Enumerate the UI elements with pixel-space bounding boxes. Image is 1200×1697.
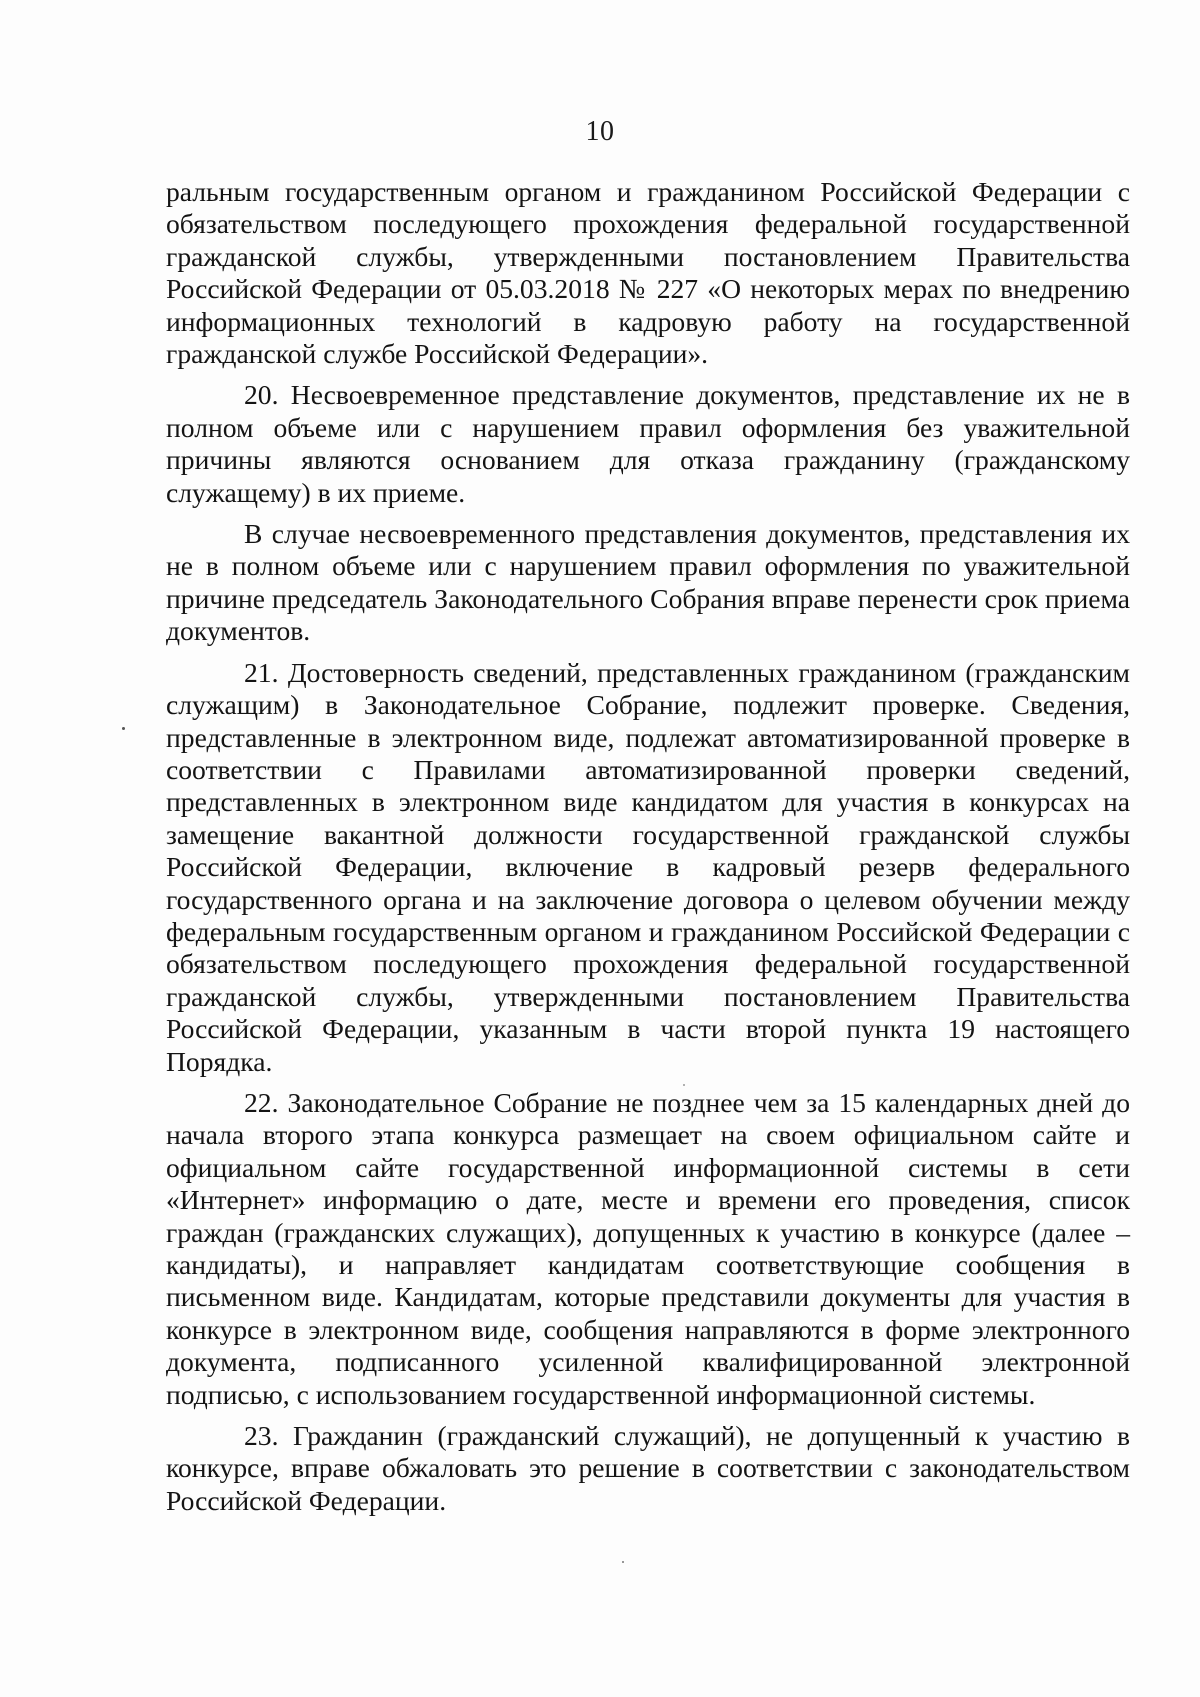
paragraph-22: 22. Законодательное Собрание не позднее чем за 15 календарных дней до начала второго этапа конкурса размещает на своем официальном сайте и официальном сайте государственной информационной системы в сети «Интернет» информацию о дате, месте и времени его проведения, список граждан (гражданских служащих), допущенных к участию в конкурсе (далее – кандидаты), и направляет кандидатам соответствующие сообщения в письменном виде. Кандидатам, которые представили документы для участия в конкурсе в электронном виде, сообщения направляются в форме электронного документа, подписанного усиленной квалифицированной электронной подписью, с использованием государственной информационной системы. [166, 1086, 1130, 1410]
paragraph-20-second: В случае несвоевременного представления документов, представления их не в полном объеме или с нарушением правил оформления по уважительной причине председатель Законодательного Собрания вправе перенести срок приема документов. [166, 518, 1130, 647]
scan-speck [683, 1084, 685, 1086]
paragraph-21: 21. Достоверность сведений, представленных гражданином (гражданским служащим) в Законодательное Собрание, подлежит проверке. Сведения, представленные в электронном виде, подлежат автоматизированной проверке в соответствии с Правилами автоматизированной проверки сведений, представленных в электронном виде кандидатом для участия в конкурсах на замещение вакантной должности государственной гражданской службы Российской Федерации, включение в кадровый резерв федерального государственного органа и на заключение договора о целевом обучении между федеральным государственным органом и гражданином Российской Федерации с обязательством последующего прохождения федеральной государственной гражданской службы, утвержденными постановлением Правительства Российской Федерации, указанным в части второй пункта 19 настоящего Порядка. [166, 656, 1130, 1077]
paragraph-23: 23. Гражданин (гражданский служащий), не допущенный к участию в конкурсе, вправе обжаловать это решение в соответствии с законодательством Российской Федерации. [166, 1420, 1130, 1516]
paragraph-20: 20. Несвоевременное представление документов, представление их не в полном объеме или с нарушением правил оформления без уважительной причины являются основанием для отказа гражданину (гражданскому служащему) в их приеме. [166, 379, 1130, 508]
paragraph-continuation: ральным государственным органом и гражданином Российской Федерации с обязательством последующего прохождения федеральной государственной гражданской службы, утвержденными постановлением Правительства Российской Федерации от 05.03.2018 № 227 «О некоторых мерах по внедрению информационных технологий в кадровую работу на государственной гражданской службе Российской Федерации». [166, 176, 1130, 370]
document-body [166, 176, 1130, 1517]
scan-speck [622, 1561, 624, 1563]
scan-speck [122, 727, 125, 730]
page-number: 10 [585, 116, 615, 147]
